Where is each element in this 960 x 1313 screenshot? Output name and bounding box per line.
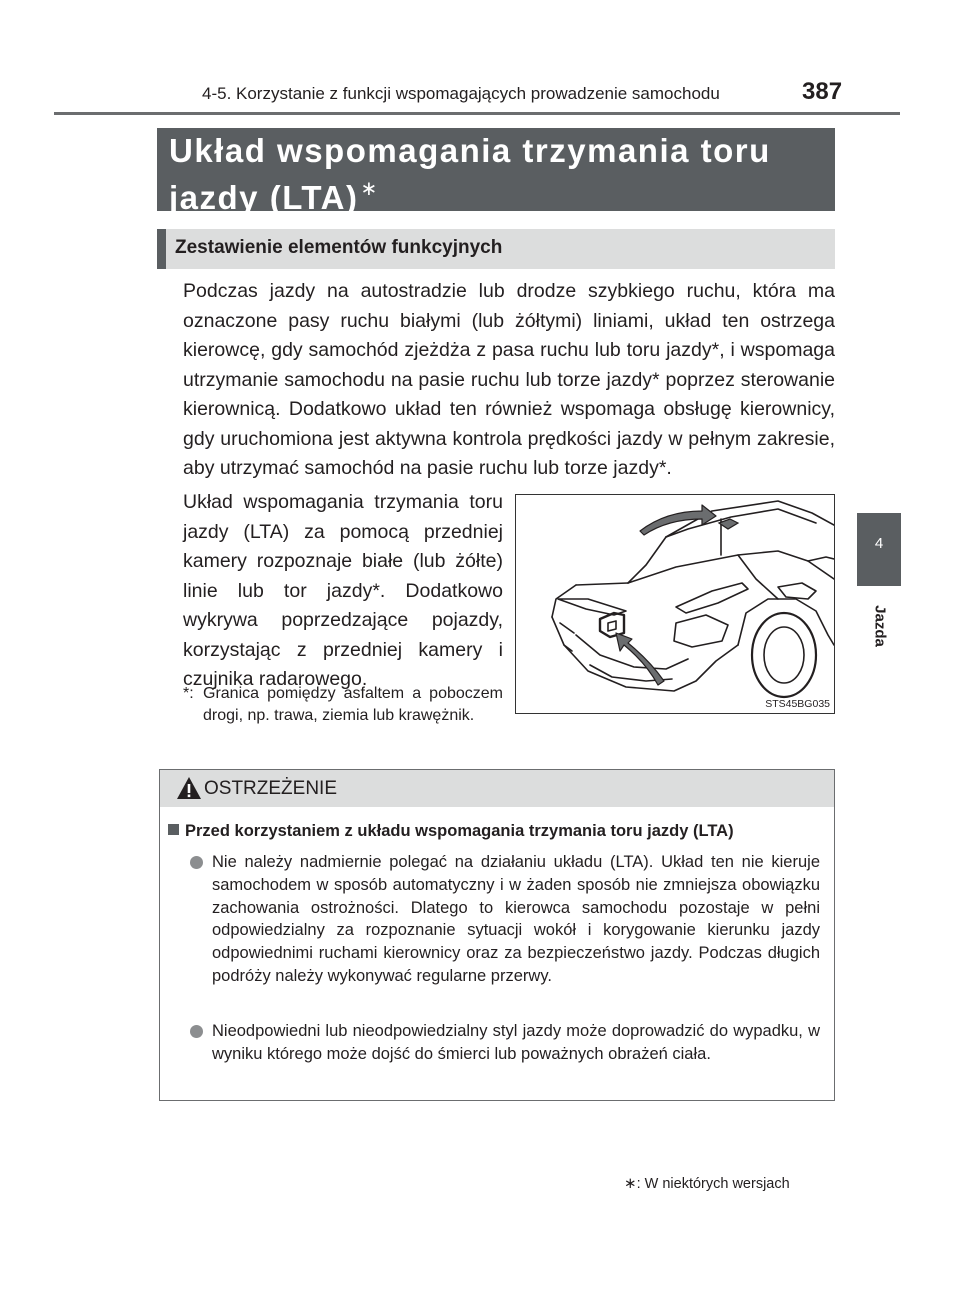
header-rule (54, 112, 900, 115)
warning-header (160, 770, 834, 807)
warning-item-text: Nie należy nadmiernie polegać na działaniu układu (LTA). Układ ten nie kieruje samochodem w sposób automatyczny i w żaden sposób nie zmniejsza obowiązku zachowania ostrożności. Dlatego to kierowca samochodu pozostaje w pełni odpowiedzialny za rozpoznanie sytuacji wokół i korygowanie kierunku jazdy odpowiednimi ruchami kierownicy oraz za bezpieczeństwo jazdy. Podczas długich podróży należy wykonywać regularne przerwy. (212, 853, 820, 985)
note-marker: *: (183, 685, 194, 702)
warning-box (159, 769, 835, 1101)
warning-section-title (168, 822, 734, 841)
chapter-number: 4 (874, 535, 884, 552)
square-bullet-icon (168, 824, 179, 835)
footnote (624, 1174, 790, 1192)
chapter-label-text: Jazda (871, 605, 889, 647)
warning-section-text: Przed korzystaniem z układu wspomagania trzymania toru jazdy (LTA) (185, 822, 734, 840)
footnote-text: : W niektórych wersjach (636, 1176, 790, 1192)
note-text: Granica pomiędzy asfaltem a poboczem drogi, np. trawa, ziemia lub krawężnik. (203, 685, 503, 724)
subheading-bar (157, 229, 835, 269)
paragraph-camera: Układ wspomagania trzymania toru jazdy (LTA) za pomocą przedniej kamery rozpoznaje białe (lub żółte) linie lub tor jazdy*. Dodatkowo wykrywa poprzedzające pojazdy, korzystając z przedniej kamery i czujnika radarowego. (183, 491, 503, 690)
section-title (157, 128, 835, 216)
car-illustration (515, 494, 835, 714)
title-line-2-text: jazdy (LTA) (169, 179, 359, 216)
subheading-text: Zestawienie elementów funkcyjnych (175, 237, 503, 258)
paragraph-intro: Podczas jazdy na autostradzie lub drodze szybkiego ruchu, która ma oznaczone pasy ruchu białymi (lub żółtymi) liniami, układ ten ostrzega kierowcę, gdy samochód zjeżdża z pasa ruchu lub toru jazdy*, i wspomaga utrzymanie samochodu na pasie ruchu lub torze jazdy* poprzez sterowanie kierownicą. Dodatkowo układ ten również wspomaga obsługę kierownicy, gdy uruchomiona jest aktywna kontrola prędkości jazdy w pełnym zakresie, aby utrzymać samochód na pasie ruchu lub torze jazdy*. (183, 280, 835, 479)
title-line-2 (169, 170, 379, 217)
chapter-tab[interactable] (857, 513, 901, 586)
title-line-1: Układ wspomagania trzymania toru (169, 132, 771, 169)
footnote-marker: ∗ (624, 1175, 637, 1192)
page-number: 387 (802, 78, 843, 105)
title-asterisk: ∗ (360, 178, 379, 200)
circle-bullet-icon (190, 856, 203, 869)
subheading-accent (157, 229, 166, 269)
running-header: 4-5. Korzystanie z funkcji wspomagających prowadzenie samochodu (202, 84, 720, 103)
figure-id: STS45BG035 (765, 698, 830, 710)
warning-triangle-icon (176, 776, 202, 800)
circle-bullet-icon (190, 1025, 203, 1038)
chapter-label (858, 596, 902, 656)
warning-label: OSTRZEŻENIE (204, 778, 338, 799)
car-drawing (516, 495, 834, 713)
warning-item-text: Nieodpowiedni lub nieodpowiedzialny styl jazdy może doprowadzić do wypadku, w wyniku którego może dojść do śmierci lub poważnych obrażeń ciała. (212, 1022, 820, 1063)
